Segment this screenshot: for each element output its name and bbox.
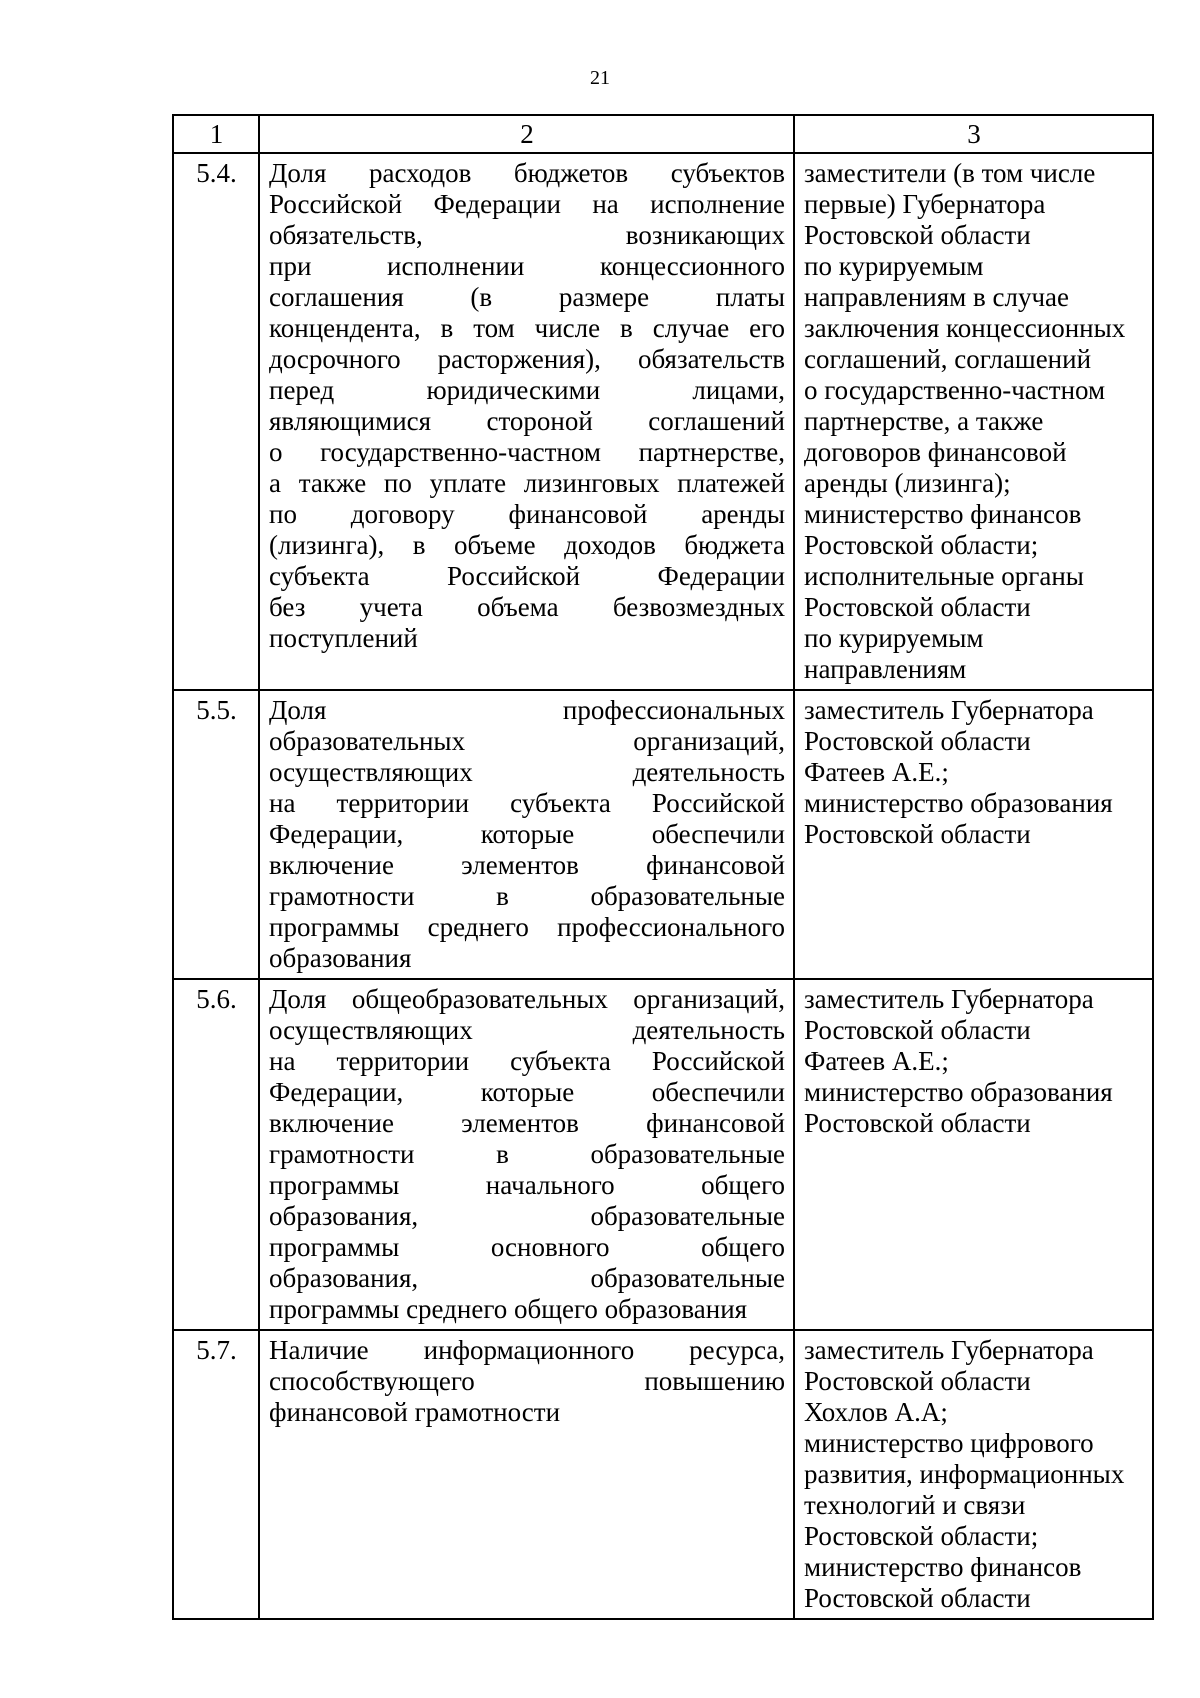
description-line: концендента, в том числе в случае его [269,313,785,343]
responsible-line: развития, информационных [804,1459,1125,1489]
row-number: 5.7. [173,1330,259,1619]
description-line: на территории субъекта Российской [269,788,785,818]
description-line: без учета объема безвозмездных [269,592,785,622]
responsible-parties [794,1330,1153,1619]
description-line: по договору финансовой аренды [269,499,785,529]
description-line: осуществляющих деятельность [269,1015,785,1045]
responsible-line: заместители (в том числе [804,158,1096,188]
responsible-line: заместитель Губернатора [804,695,1094,725]
table-row [173,690,1153,979]
responsible-line: Ростовской области [804,726,1031,756]
responsible-line: Ростовской области [804,1015,1031,1045]
description-line: Наличие информационного ресурса, [269,1335,785,1365]
description-line: субъекта Российской Федерации [269,561,785,591]
responsible-line: министерство финансов [804,499,1082,529]
description-line: поступлений [269,623,418,653]
description-line: грамотности в образовательные [269,881,785,911]
indicator-description [259,1330,794,1619]
responsible-line: договоров финансовой [804,437,1067,467]
responsible-line: первые) Губернатора [804,189,1046,219]
indicators-table [172,114,1154,1620]
description-line: Федерации, которые обеспечили [269,1077,785,1107]
responsible-line: Ростовской области [804,220,1031,250]
responsible-parties [794,153,1153,690]
description-line: обязательств, возникающих [269,220,785,250]
table-header-row [173,115,1153,153]
page-number: 21 [590,67,610,89]
description-line: образования [269,943,412,973]
responsible-line: министерство образования [804,1077,1113,1107]
description-line: программы основного общего [269,1232,785,1262]
responsible-parties [794,979,1153,1330]
description-line: программы начального общего [269,1170,785,1200]
description-line: Федерации, которые обеспечили [269,819,785,849]
responsible-line: технологий и связи [804,1490,1026,1520]
responsible-line: Ростовской области [804,819,1031,849]
table-row [173,153,1153,690]
indicator-description [259,979,794,1330]
description-line: образования, образовательные [269,1201,785,1231]
description-line: включение элементов финансовой [269,850,785,880]
responsible-line: направлениям [804,654,967,684]
table-row [173,1330,1153,1619]
responsible-line: партнерстве, а также [804,406,1044,436]
responsible-line: о государственно-частном [804,375,1106,405]
responsible-line: исполнительные органы [804,561,1084,591]
description-line: при исполнении концессионного [269,251,785,281]
responsible-line: Фатеев А.Е.; [804,1046,949,1076]
description-line: являющимися стороной соглашений [269,406,785,436]
description-line: программы среднего профессионального [269,912,785,942]
responsible-line: соглашений, соглашений [804,344,1092,374]
responsible-line: Хохлов А.А; [804,1397,948,1427]
responsible-line: по курируемым [804,623,984,653]
responsible-line: министерство образования [804,788,1113,818]
responsible-line: заместитель Губернатора [804,1335,1094,1365]
row-number: 5.4. [173,153,259,690]
responsible-line: аренды (лизинга); [804,468,1011,498]
responsible-line: Ростовской области [804,1108,1031,1138]
responsible-line: по курируемым [804,251,984,281]
responsible-line: министерство финансов [804,1552,1082,1582]
description-line: о государственно-частном партнерстве, [269,437,785,467]
description-line: образования, образовательные [269,1263,785,1293]
indicator-description [259,153,794,690]
description-line: (лизинга), в объеме доходов бюджета [269,530,785,560]
responsible-line: заключения концессионных [804,313,1126,343]
description-line: грамотности в образовательные [269,1139,785,1169]
row-number: 5.6. [173,979,259,1330]
indicator-description [259,690,794,979]
row-number: 5.5. [173,690,259,979]
table-body [173,153,1153,1619]
description-line: на территории субъекта Российской [269,1046,785,1076]
responsible-line: Ростовской области [804,1583,1031,1613]
description-line: а также по уплате лизинговых платежей [269,468,785,498]
responsible-line: Фатеев А.Е.; [804,757,949,787]
description-line: способствующего повышению [269,1366,785,1396]
description-line: программы среднего общего образования [269,1294,748,1324]
responsible-line: Ростовской области [804,592,1031,622]
description-line: включение элементов финансовой [269,1108,785,1138]
description-line: финансовой грамотности [269,1397,561,1427]
description-line: Российской Федерации на исполнение [269,189,785,219]
description-line: досрочного расторжения), обязательств [269,344,785,374]
responsible-line: министерство цифрового [804,1428,1094,1458]
responsible-line: Ростовской области [804,1366,1031,1396]
responsible-line: направлениям в случае [804,282,1070,312]
description-line: образовательных организаций, [269,726,785,756]
responsible-line: Ростовской области; [804,1521,1039,1551]
column-header-2: 2 [259,115,794,153]
description-line: осуществляющих деятельность [269,757,785,787]
responsible-parties [794,690,1153,979]
responsible-line: Ростовской области; [804,530,1039,560]
column-header-1: 1 [173,115,259,153]
column-header-3: 3 [794,115,1153,153]
table-row [173,979,1153,1330]
description-line: Доля расходов бюджетов субъектов [269,158,785,188]
description-line: Доля общеобразовательных организаций, [269,984,785,1014]
description-line: Доля профессиональных [269,695,785,725]
responsible-line: заместитель Губернатора [804,984,1094,1014]
description-line: перед юридическими лицами, [269,375,785,405]
description-line: соглашения (в размере платы [269,282,785,312]
